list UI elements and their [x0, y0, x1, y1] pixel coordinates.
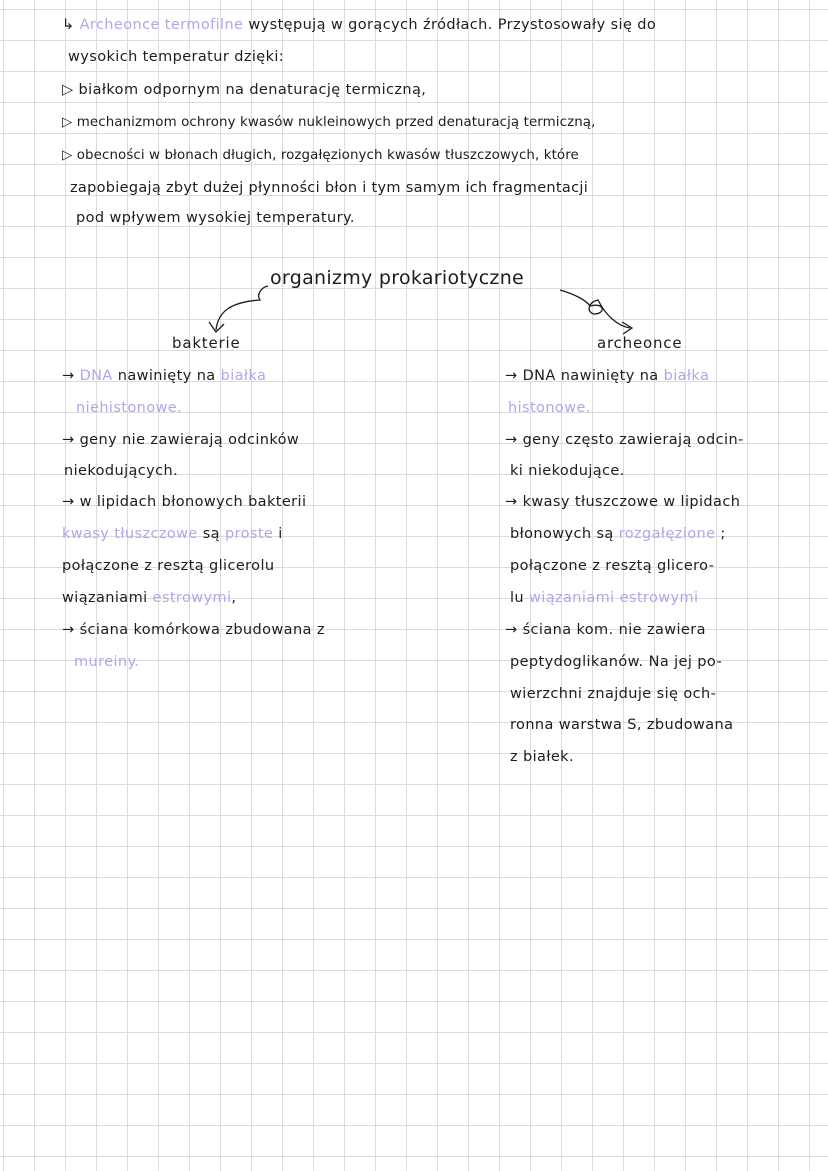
archaea-point-4: → ściana kom. nie zawiera	[505, 622, 706, 638]
intro-line-1: ↳ Archeonce termofilne występują w gorących źródłach. Przystosowały się do	[62, 17, 657, 33]
bacteria-heading: bakterie	[172, 334, 241, 352]
arrow-icon: ↳	[62, 17, 75, 33]
archaea-point-3: → kwasy tłuszczowe w lipidach	[505, 494, 741, 510]
arrow-icon: →	[62, 368, 75, 384]
bacteria-point-1: → DNA nawinięty na białka	[62, 368, 267, 384]
bacteria-point-3-cont-2: połączone z resztą glicerolu	[62, 558, 275, 574]
archaea-point-3-cont-2: połączone z resztą glicero-	[510, 558, 715, 574]
archaea-point-2-cont: ki niekodujące.	[510, 463, 625, 479]
intro-bullet-2: ▷ mechanizmom ochrony kwasów nukleinowych przed denaturacją termiczną,	[62, 115, 596, 130]
intro-bullet-3: ▷ obecności w błonach długich, rozgałęzionych kwasów tłuszczowych, które	[62, 148, 579, 163]
archaea-point-2: → geny często zawierają odcin-	[505, 432, 744, 448]
bacteria-point-2: → geny nie zawierają odcinków	[62, 432, 300, 448]
arrow-icon: →	[62, 432, 75, 448]
bacteria-point-1-cont: niehistonowe.	[76, 400, 183, 416]
intro-bullet-1: ▷ białkom odpornym na denaturację termiczną,	[62, 82, 427, 98]
bacteria-point-2-cont: niekodujących.	[64, 463, 179, 479]
bacteria-point-3-cont-3: wiązaniami estrowymi,	[62, 590, 237, 606]
archaea-point-4-cont-3: ronna warstwa S, zbudowana	[510, 717, 734, 733]
archaea-point-1: → DNA nawinięty na białka	[505, 368, 710, 384]
arrow-icon: →	[505, 368, 518, 384]
right-branch-arrow	[560, 290, 630, 328]
left-branch-arrow	[216, 286, 268, 330]
intro-bullet-3-cont-1: zapobiegają zbyt dużej płynności błon i tym samym ich fragmentacji	[70, 180, 589, 196]
branch-arrows	[0, 0, 828, 400]
arrow-icon: →	[62, 622, 75, 638]
arrow-icon: →	[505, 622, 518, 638]
archaea-heading: archeonce	[597, 334, 683, 352]
bacteria-point-4: → ściana komórkowa zbudowana z	[62, 622, 325, 638]
archaea-point-4-cont-4: z białek.	[510, 749, 574, 765]
intro-bullet-3-cont-2: pod wpływem wysokiej temperatury.	[76, 210, 355, 226]
arrow-icon: →	[505, 494, 518, 510]
bacteria-point-3-cont-1: kwasy tłuszczowe są proste i	[62, 526, 283, 542]
arrow-icon: →	[62, 494, 75, 510]
archaea-point-3-cont-3: lu wiązaniami estrowymi	[510, 590, 699, 606]
diagram-title: organizmy prokariotyczne	[270, 267, 525, 289]
archaea-point-1-cont: histonowe.	[508, 400, 591, 416]
archaea-point-4-cont-1: peptydoglikanów. Na jej po-	[510, 654, 723, 670]
arrow-icon: →	[505, 432, 518, 448]
archaea-point-3-cont-1: błonowych są rozgałęzione ;	[510, 526, 726, 542]
archaea-term: Archeonce termofilne	[79, 17, 244, 33]
bacteria-point-3: → w lipidach błonowych bakterii	[62, 494, 307, 510]
bacteria-point-4-cont: mureiny.	[74, 654, 140, 670]
archaea-point-4-cont-2: wierzchni znajduje się och-	[510, 686, 717, 702]
intro-line-2: wysokich temperatur dzięki:	[68, 49, 285, 65]
